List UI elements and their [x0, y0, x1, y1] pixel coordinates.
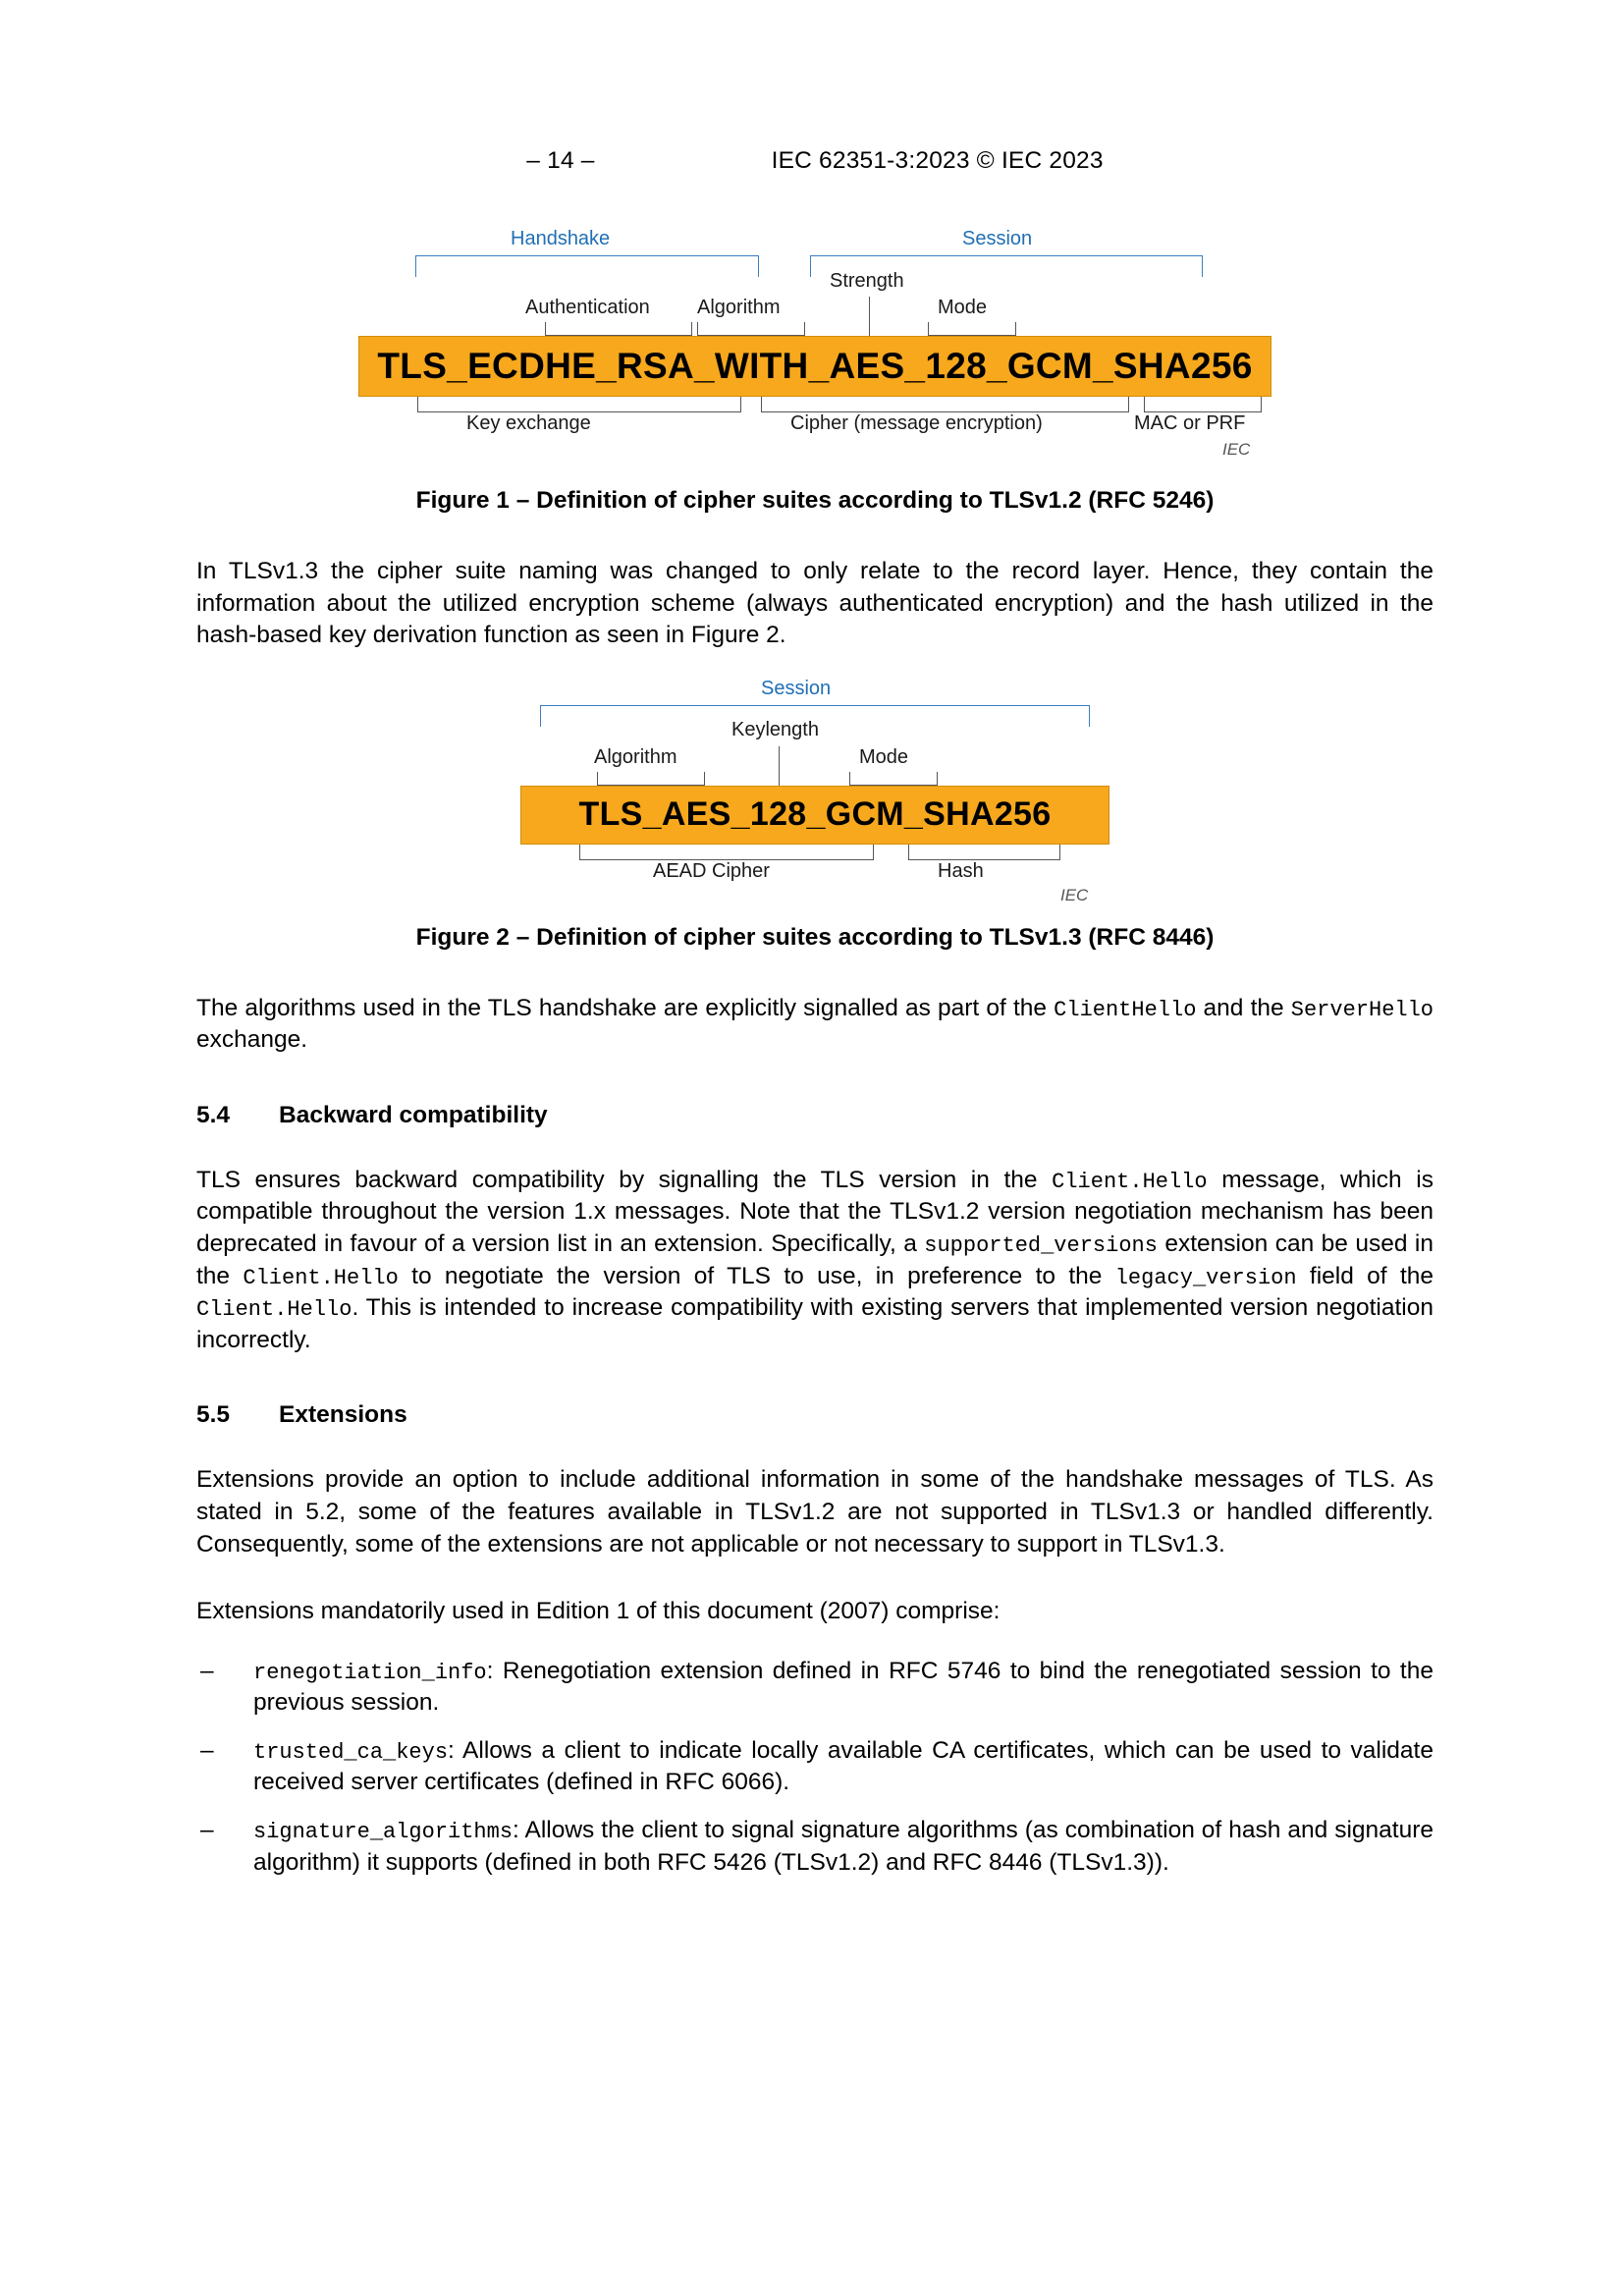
figure-1-cipher-suite-band: [358, 336, 1271, 397]
list-dash: –: [200, 1816, 214, 1843]
s54-p3: extension can be used in the: [196, 1230, 1434, 1289]
list-item: [196, 1656, 1434, 1720]
page-content: [196, 147, 1434, 1894]
algorithm-brace: [697, 322, 805, 336]
list-dash: –: [200, 1657, 214, 1684]
list-item-text: : Allows a client to indicate locally available CA certificates, which can be used to validate received server certificates (defined in RFC 6066).: [253, 1736, 1434, 1796]
code-serverhello: ServerHello: [1290, 997, 1434, 1022]
code-clienthello: ClientHello: [1054, 997, 1197, 1022]
s54-p1: TLS ensures backward compatibility by signalling the TLS version in the: [196, 1166, 1053, 1193]
aead-cipher-brace: [579, 845, 874, 860]
figure-1-label-key-exchange: Key exchange: [466, 412, 591, 434]
figure-1-wrapper: [196, 208, 1434, 462]
para2-part1: The algorithms used in the TLS handshake are explicitly signalled as part of the: [196, 994, 1055, 1021]
heading-5-4-title: Backward compatibility: [279, 1101, 548, 1128]
figure-2-wrapper: [196, 652, 1434, 904]
figure-1-label-strength: Strength: [830, 270, 904, 292]
s54-p4: to negotiate the version of TLS to use, in preference to the: [398, 1262, 1115, 1289]
figure-2-label-hash: Hash: [938, 859, 984, 882]
code-trusted-ca-keys: trusted_ca_keys: [253, 1739, 449, 1765]
para2-part2: and the: [1196, 994, 1291, 1021]
heading-5-5: [196, 1401, 1434, 1429]
mode-brace: [928, 322, 1016, 336]
keylength-tick: [779, 746, 780, 786]
figure-2-label-aead-cipher: AEAD Cipher: [653, 859, 770, 882]
code-renegotiation-info: renegotiation_info: [253, 1660, 487, 1685]
authentication-brace: [545, 322, 692, 336]
paragraph-extensions-list-intro: Extensions mandatorily used in Edition 1 of this document (2007) comprise:: [196, 1598, 1001, 1625]
s54-p6: . This is intended to increase compatibility with existing servers that implemented version negotiation incorrectly.: [196, 1294, 1434, 1353]
code-client-hello-1: Client.Hello: [1052, 1169, 1208, 1194]
figure-2-label-keylength: Keylength: [731, 718, 819, 740]
figure-1-label-session: Session: [962, 228, 1033, 249]
heading-5-4: [196, 1102, 1434, 1129]
heading-5-4-number: 5.4: [196, 1101, 231, 1128]
strength-tick: [869, 297, 870, 336]
handshake-brace: [415, 255, 759, 277]
figure-2: [520, 668, 1109, 904]
figure-2-label-session: Session: [761, 677, 832, 699]
list-item: [196, 1735, 1434, 1799]
paragraph-handshake-algorithms: [196, 993, 1434, 1057]
figure-2-cipher-suite-band: [520, 786, 1109, 845]
figure-2-label-algorithm: Algorithm: [594, 745, 677, 768]
heading-5-5-number: 5.5: [196, 1401, 231, 1429]
document-reference: IEC 62351-3:2023 © IEC 2023: [771, 147, 1104, 174]
figure-2-caption: Figure 2 – Definition of cipher suites according to TLSv1.3 (RFC 8446): [415, 923, 1215, 951]
s54-p5: field of the: [1296, 1262, 1434, 1289]
paragraph-extensions-intro: Extensions provide an option to include additional information in some of the handshake messages of TLS. As stated in 5.2, some of the features available in TLSv1.2 are not supported in TLSv1.3 or handled differently. Consequently, some of the extensions are not applicable or not necessary to support in TLSv1.3.: [196, 1466, 1434, 1558]
figure-1-iec-mark: IEC: [1222, 440, 1251, 459]
code-client-hello-3: Client.Hello: [196, 1297, 352, 1323]
hash-brace: [908, 845, 1060, 860]
extensions-list: [196, 1656, 1434, 1879]
code-signature-algorithms: signature_algorithms: [253, 1819, 514, 1844]
figure-1-label-mac: MAC or PRF: [1134, 412, 1246, 434]
cipher-brace: [761, 397, 1129, 412]
figure-2-label-mode: Mode: [859, 745, 909, 768]
page-header: [196, 147, 1434, 175]
list-item: [196, 1815, 1434, 1879]
s54-p2: message, which is compatible throughout the version 1.x messages. Note that the TLSv1.2 version negotiation mechanism has been deprecated in favour of a version list in an extension. Specifically, a: [196, 1166, 1434, 1258]
list-item-text: : Renegotiation extension defined in RFC 5746 to bind the renegotiated session to the previous session.: [253, 1657, 1434, 1717]
list-item-text: : Allows the client to signal signature algorithms (as combination of hash and signature algorithm) it supports (defined in both RFC 5426 (TLSv1.2) and RFC 8446 (TLSv1.3)).: [253, 1816, 1434, 1876]
para2-part3: exchange.: [196, 1026, 308, 1054]
figure-1-caption: Figure 1 – Definition of cipher suites according to TLSv1.2 (RFC 5246): [415, 487, 1215, 514]
algorithm-brace-2: [597, 772, 705, 786]
figure-1-label-mode: Mode: [938, 297, 988, 318]
code-supported-versions: supported_versions: [924, 1233, 1158, 1259]
paragraph-tlsv13-naming: In TLSv1.3 the cipher suite naming was changed to only relate to the record layer. Hence, they contain the information about the utilized encryption scheme (always authenticated encryption) and the hash utilized in the hash-based key derivation function as seen in Figure 2.: [196, 558, 1434, 649]
key-exchange-brace: [417, 397, 741, 412]
figure-1-label-algorithm: Algorithm: [697, 297, 781, 318]
heading-5-5-title: Extensions: [279, 1401, 407, 1429]
figure-1-label-authentication: Authentication: [525, 297, 650, 318]
figure-2-iec-mark: IEC: [1060, 885, 1089, 904]
figure-1-label-cipher: Cipher (message encryption): [790, 412, 1043, 434]
page-number: – 14 –: [526, 147, 595, 174]
figure-1-label-handshake: Handshake: [511, 228, 611, 249]
mac-brace: [1144, 397, 1262, 412]
mode-brace-2: [849, 772, 938, 786]
figure-1-cipher-suite-text: TLS_ECDHE_RSA_WITH_AES_128_GCM_SHA256: [377, 346, 1253, 386]
figure-2-cipher-suite-text: TLS_AES_128_GCM_SHA256: [578, 795, 1052, 834]
figure-1: [358, 216, 1271, 462]
list-dash: –: [200, 1736, 214, 1764]
paragraph-backward-compatibility: [196, 1165, 1434, 1356]
code-client-hello-2: Client.Hello: [243, 1265, 399, 1290]
code-legacy-version: legacy_version: [1114, 1265, 1297, 1290]
